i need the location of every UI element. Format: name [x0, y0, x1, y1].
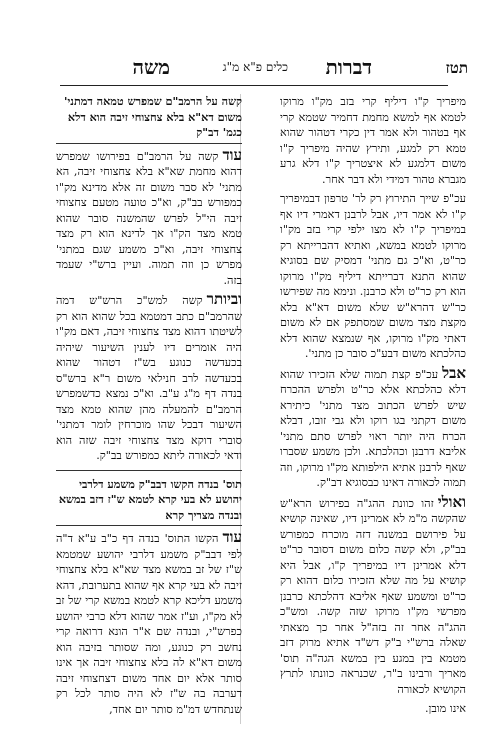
paragraph: [56, 145, 242, 289]
lead-word: וביותר: [206, 290, 242, 308]
paragraph-text: הקשו התוס' בנדה דף כ"ב ע"א ד"ה לפי דבב"ק משמע דלרבי יהושע שמטמא ש"ז של זב במשא מצד שא"א בלא צחצוחי זיבה לא בעי קרא אף שהוא בתערובת, דהא משמע דליכא קרא לטמא במשא קרי של זב לא מק"ו, וע"ז אמר שהוא דלא כרבי יהושע כפרש"י, ובנדה שם א"ר הונא דרואה קרי נחשב רק כנוגע, ומה שסותר בזיבה הוא משום דא"א לה בלא צחצוחי זיבה אך אינו סותר אלא יום אחד משום דצחצוחי זיבה דערבה בה ש"ז לא היה סותר לכל רק שנתחדש דמ"מ סותר יום אחד,: [56, 532, 242, 716]
book-title-second: משה: [132, 55, 170, 79]
book-title: דברות: [325, 55, 372, 79]
right-column: [280, 94, 466, 724]
paragraph-text: זהו כוונת ההג"ה בפירוש הרא"ש שהקשה מ"מ לא אמרינן דיו, שאינה קושיא על פירושם במשנה דזה מוכרח כמפורש בב"ק, ולא קשה כלום משום דסובר כר"ט דלא אמרינן דיו במיפריך ק"ו, אבל היא קושיא על מה שלא הזכירו כלום דהוא רק כר"ט ומשמע שאף אליבא דהלכתא כרבנן מפרשי מק"ו מרוקו שזה קשה. ומש"כ ההג"ה אחר זה בזה"ל אחר כך מצאתי שאלה ברש"י ב"ק דש"ד אתיא מרוק דזב מטמא בין במגע בין במשא הגה"ה תוס' מאריך ורבינו ב"ר, שכנראה כוונתו לתרץ הקושיא לכאורה: [280, 496, 466, 696]
lead-word: ואולי: [437, 492, 466, 511]
section-heading: קשה על הרמב"ם שמפרש טמאה דמתני' משום דא"א בלא צחצוחי זיבה הוא דלא כגמ' דב"ק: [56, 94, 242, 144]
paragraph-end: אינו מובן.: [425, 702, 466, 715]
paragraph: [56, 292, 242, 464]
page-number: תטז: [445, 59, 468, 77]
paragraph: מיפריך ק"ו דיליף קרי בזב מק"ו מרוקו לטמא אף למשא מחמת דחמיר שטמא קרי אף בטהור ולא אמר דין כקרי דטהור שהוא טמא רק למגע, ותירץ שהיה מיפריך ק"ו משום דלמגע לא איצטריך ק"ו דלא גרע מגברא טהור דמידי ולא דבר אחר.: [280, 95, 466, 186]
lead-word: אבל: [442, 363, 466, 382]
running-header: [0, 55, 500, 87]
lead-word: עוד: [222, 145, 242, 164]
paragraph-text: קשה למש"כ הרש"ש דמה שהרמב"ם כתב דמטמא בכל שהוא הוא רק לשיטתו דהוא מצד צחצוחי זיבה, דאם מק"ו היה אומרים דיו לענין השיעור שיהיה בכעדשה כנוגע בש"ז דטהור שהוא בכעדשה לרב חנילאי משום ר"א ברש"ס בנדה דף מ"ג ע"ב. וא"כ נמצא כדשמפרש הרמב"ם להמעלה מהן שהוא טמא מצד השיעור דבכל שהו מוכרחין לומר דמתני' סוברי דוקא מצד צחצוחי זיבה שזה הוא ודאי לכאורה ליתא כמפורש בב"ק.: [56, 294, 242, 462]
lead-word: עוד: [222, 528, 242, 546]
section-reference: כלים פ"א מ"ג: [222, 60, 288, 74]
left-column: [56, 94, 242, 724]
paragraph: [280, 492, 466, 698]
paragraph: עכ"פ שייך התירוץ רק לר' טרפון דבמיפריך ק"ו לא אמר דיו, אבל לרבנן דאמרי דיו אף במיפריך ק"ו לא מצו ילפי קרי בזב מק"ו מרוקו לטמא במשא, ואתיא דהברייתא רק כר"ט, וא"כ גם מתני' דמסיק שם בסוגיא שהוא התנא דברייתא דיליף מק"ו מרוקו הוא רק כר"ט ולא כרבנן. ונימא מה שפירשו כר"ש דהרא"ש שלא משום דא"א בלא מקצת מצד משום שמסתפק אם לא משום דאתי מק"ו מרוקו, אף שנמצא שהוא דלא כהלכתא משום דבע"כ סובר כן מתני'.: [280, 192, 466, 360]
paragraph: [56, 530, 242, 717]
header-rule: [60, 85, 448, 86]
paragraph-text: עכ"פ קצת תמוה שלא הזכירו שהוא דלא כהלכתא אלא כר"ט ולפרש ההכרח שיש לפרש הכתוב מצד מתני' כיתירא משום דקתני בגו רוקו ולא גבי זובו, דבלא הכרח היה יותר ראוי לפרש סתם מתני' אליבא דרבנן וכהלכתא. ולכן משמע שסברו שאף לרבנן אתיא הילפותא מק"ו מרוקו, וזה תמוה לכאורה דאינו כבסוגיא דב"ק.: [280, 367, 466, 489]
paragraph-text: קשה על הרמב"ם בפירושו שמפרש דהוא מחמת שא"א בלא צחצוחי זיבה, הא מתני' לא סבר משום זה אלא מדינא מק"ו כמפורש בב"ק, וא"כ טועה מטעם צחצוחי זיבה הי"ל לפרש שהמשנה סובר שהוא טמא מצד הק"ו אך לדינא הוא רק מצד צחצוחי זיבה, וא"כ משמע שגם במתני' מפרש כן וזה תמוה. ועיין ברש"י שעמד בזה.: [56, 149, 242, 287]
section-heading: תוס' בנדה הקשו דבב"ק משמע דלרבי יהושע לא בעי קרא לטמא ש"ז דזב במשא ובנדה מצריך קרא: [56, 477, 242, 527]
paragraph: [280, 363, 466, 491]
section-divider: [56, 470, 242, 471]
